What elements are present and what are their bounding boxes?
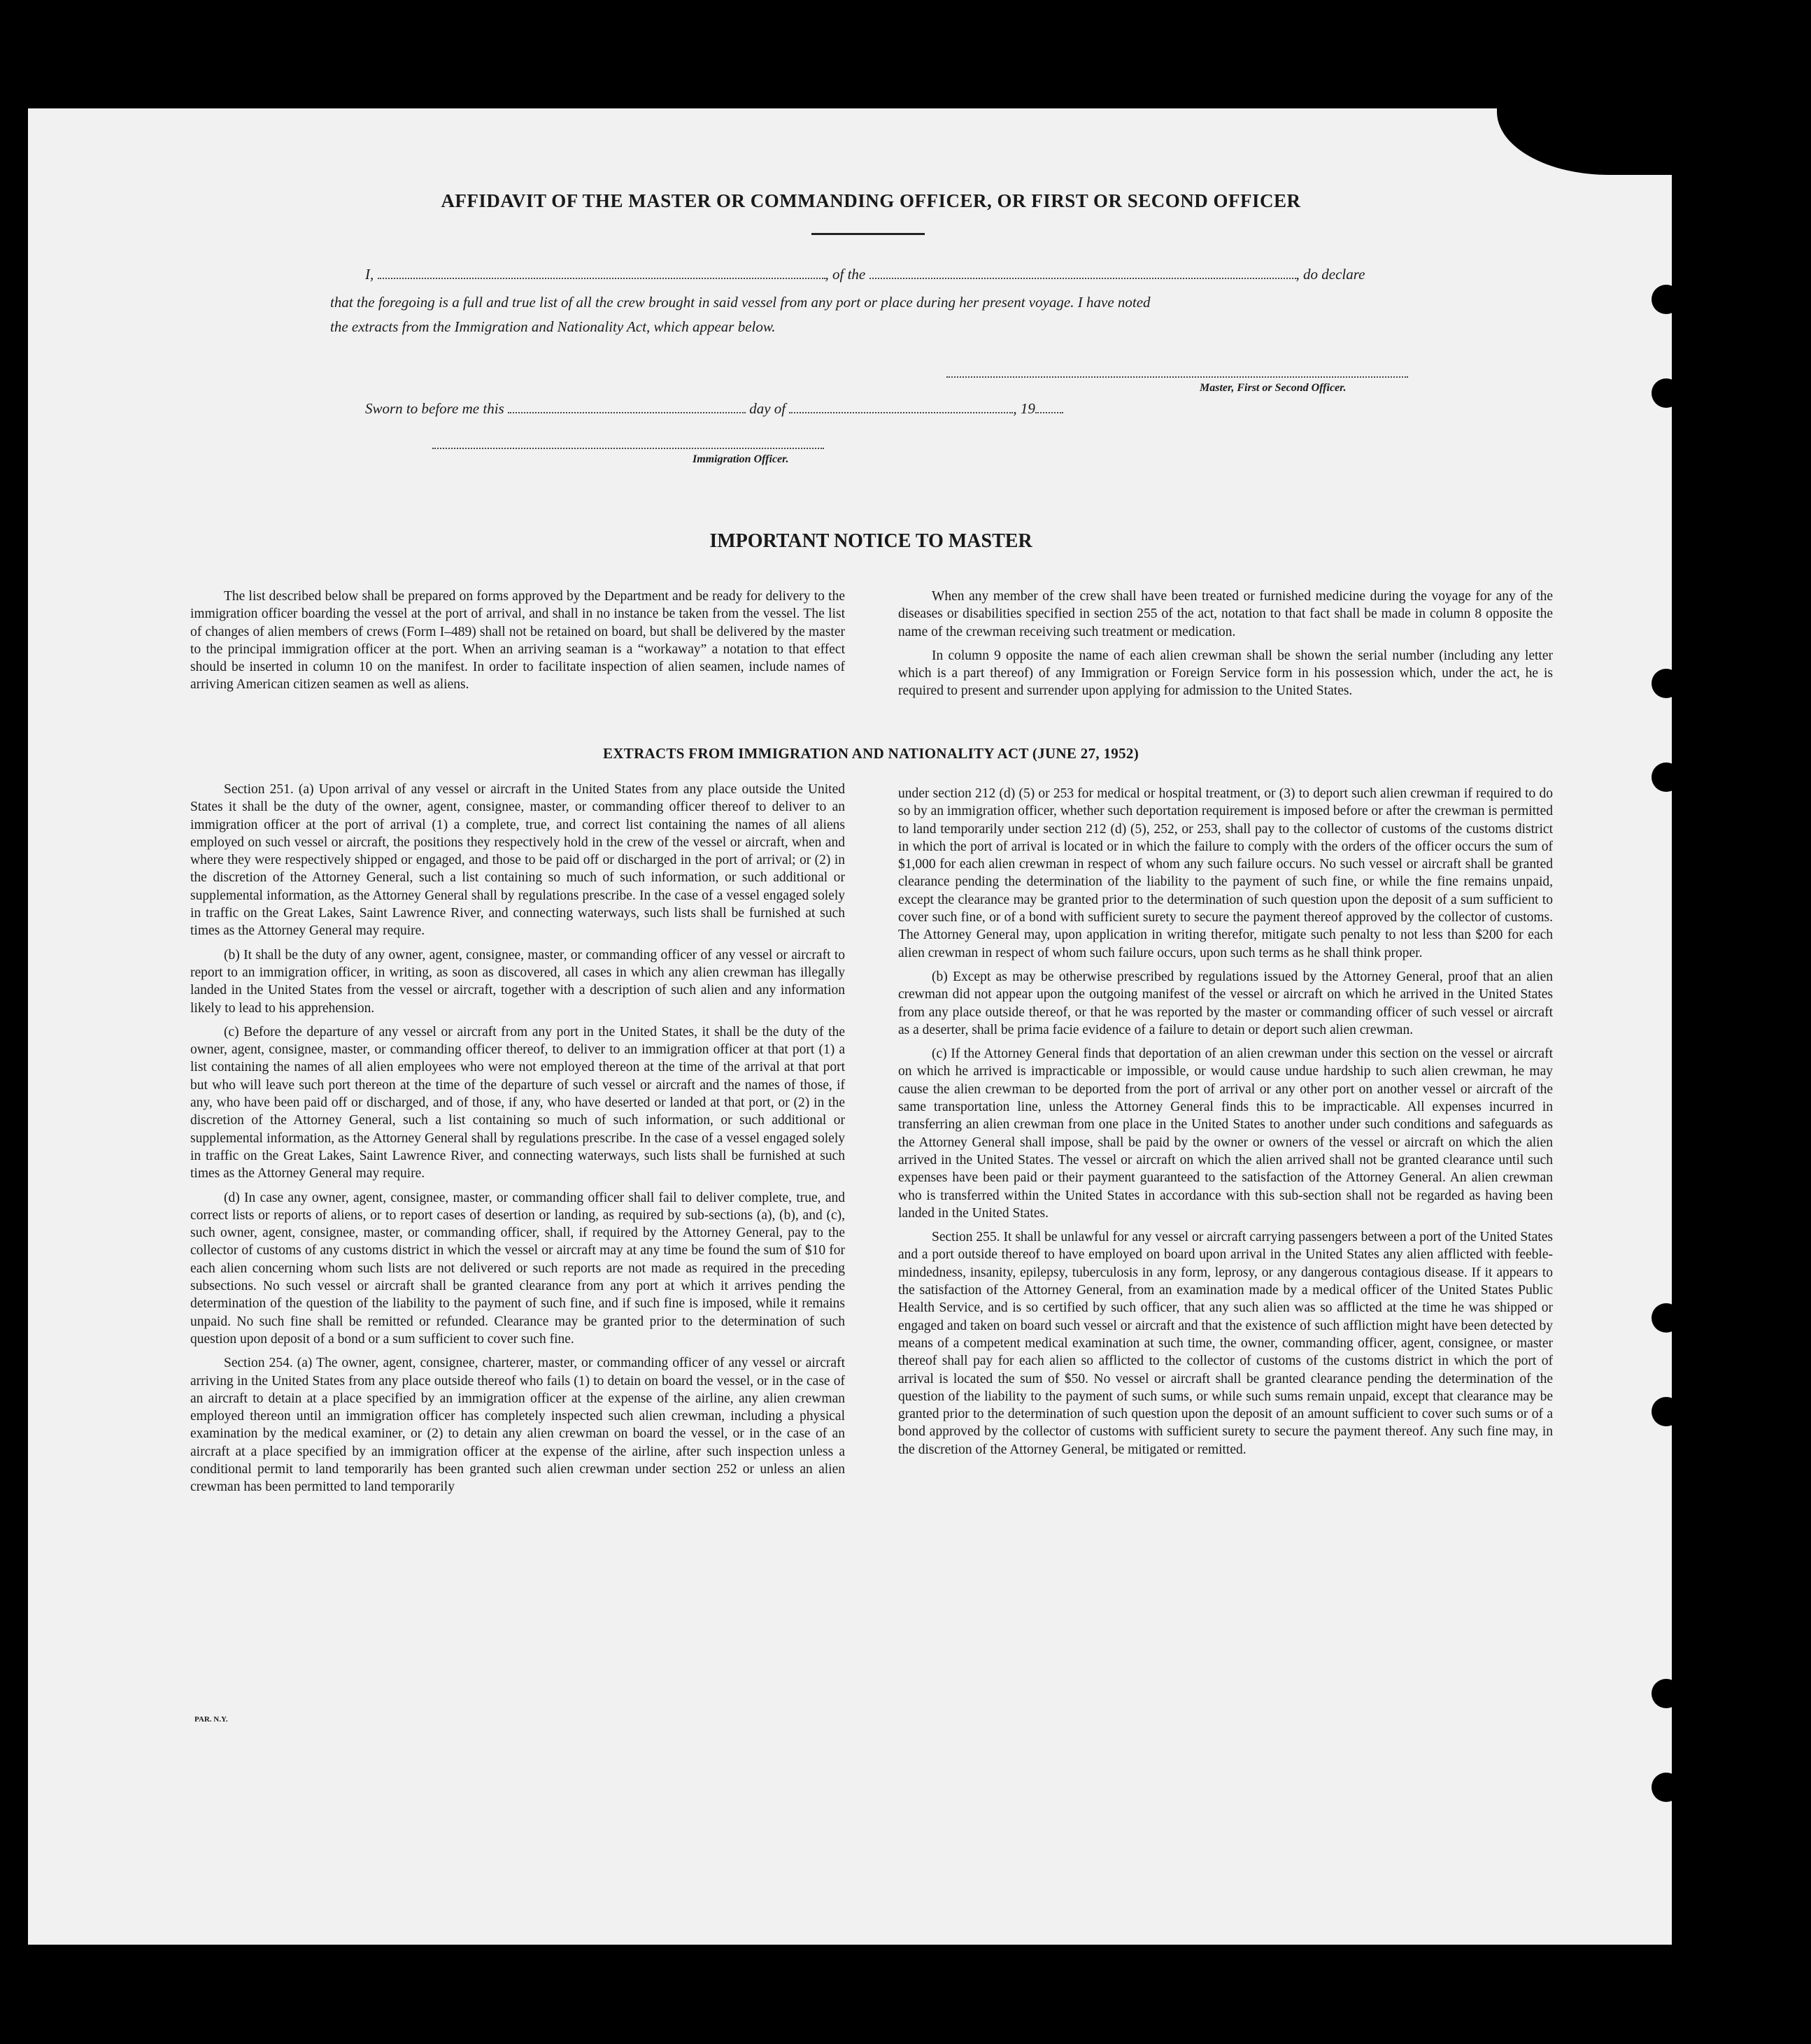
extracts-title: EXTRACTS FROM IMMIGRATION AND NATIONALITY ACT (JUNE 27, 1952) — [603, 745, 1139, 762]
month-field[interactable] — [789, 401, 1013, 413]
section-paragraph: (b) It shall be the duty of any owner, agent, consignee, master, or commanding officer of any vessel or aircraft to report to an immigration officer, in writing, as soon as discovered, all cases in which any alien crewman has illegally landed in the United States from the vessel or aircraft, together with a description of such alien and any information likely to lead to his apprehension. — [190, 947, 845, 1016]
i-label: I, — [365, 266, 374, 283]
notice-title: IMPORTANT NOTICE TO MASTER — [709, 530, 1032, 552]
punch-hole — [1652, 1397, 1681, 1426]
declaration-line — [330, 266, 1411, 283]
notice-paragraph: The list described below shall be prepared on forms approved by the Department and be ready for delivery to the immigration officer boarding the vessel at the port of arrival, and shall in no instance be taken from the vessel. The list of changes of alien members of crews (Form I–489) shall not be retained on board, but shall be delivered by the master to the principal immigration officer at the port. When an arriving seaman is a “workaway” a notation to that effect should be inserted in column 10 on the manifest. In order to facilitate inspection of alien seamen, include names of arriving American citizen seamen as well as aliens. — [190, 589, 845, 693]
punch-hole — [1652, 762, 1681, 792]
punch-hole — [1652, 1679, 1681, 1708]
notice-paragraph: In column 9 opposite the name of each alien crewman shall be shown the serial number (including any letter which is a part thereof) of any Immigration or Foreign Service form in his possession which, under the act, he is required to present and surrender upon applying for admission to the United States. — [898, 648, 1553, 699]
punch-hole — [1652, 378, 1681, 408]
declaration-statement-line2: the extracts from the Immigration and Nationality Act, which appear below. — [330, 318, 776, 335]
printer-mark: PAR. N.Y. — [194, 1715, 228, 1724]
section-paragraph: Section 251. (a) Upon arrival of any vessel or aircraft in the United States from any place outside the United States it shall be the duty of the owner, agent, consignee, master, or commanding officer thereof to deliver to an immigration officer at the port of arrival (1) a complete, true, and correct list containing the names of all aliens employed on such vessel or aircraft, the positions they respectively hold in the crew of the vessel or aircraft, when and where they were respectively shipped or engaged, and those to be paid off or discharged in the port of arrival; or (2) in the discretion of the Attorney General, such a list containing so much of such information, or such additional or supplemental information, as the Attorney General shall by regulations prescribe. In the case of a vessel engaged solely in traffic on the Great Lakes, Saint Lawrence River, and connecting waterways, such lists shall be furnished at such times as the Attorney General may require. — [190, 782, 845, 939]
notice-left-column — [190, 588, 845, 700]
master-signature-label: Master, First or Second Officer. — [1200, 382, 1347, 394]
of-the-label: , of the — [825, 266, 866, 283]
immigration-officer-label: Immigration Officer. — [693, 453, 789, 465]
notice-paragraph: When any member of the crew shall have been treated or furnished medicine during the voyage for any of the diseases or disabilities specified in section 255 of the act, notation to that fact shall be made in column 8 opposite the name of the crewman receiving such treatment or medication. — [898, 589, 1553, 639]
year-label: , 19 — [1013, 400, 1035, 417]
punch-hole — [1652, 669, 1681, 698]
section-paragraph: Section 254. (a) The owner, agent, consignee, charterer, master, or commanding officer of any vessel or aircraft arriving in the United States from any place outside thereof who fails (1) to detain on board the vessel, or in the case of an aircraft to detain at a place specified by an immigration officer at the expense of the airline, any alien crewman employed thereon until an immigration officer has completely inspected such alien crewman, including a physical examination by the medical examiner, or (2) to detain any alien crewman on board the vessel, or in the case of an aircraft at a place specified by an immigration officer at the expense of the airline, after such inspection unless a conditional permit to land temporarily has been granted such alien crewman under section 252 or unless an alien crewman has been permitted to land temporarily — [190, 1356, 845, 1495]
section-paragraph: (c) Before the departure of any vessel or aircraft from any port in the United States, it shall be the duty of the owner, agent, consignee, master, or commanding officer thereof, to deliver to an immigration officer at that port (1) a list containing the names of all alien employees who were not employed thereon at the time of the arrival at that port but who will leave such port thereon at the time of the departure of such vessel or aircraft and the names of those, if any, who have been paid off or discharged, and of those, if any, who have deserted or landed at that port, or (2) in the discretion of the Attorney General, such a list containing so much of such information, or such additional or supplemental information, as the Attorney General shall by regulations prescribe. In the case of a vessel engaged solely in traffic on the Great Lakes, Saint Lawrence River, and connecting waterways, such lists shall be furnished at such times as the Attorney General may require. — [190, 1024, 845, 1181]
title-rule — [811, 233, 925, 235]
section-paragraph: under section 212 (d) (5) or 253 for medical or hospital treatment, or (3) to deport such alien crewman if required to do so by an immigration officer, whether such deportation requirement is imposed before or after the crewman is permitted to land temporarily under section 212 (d) (5), 252, or 253, shall pay to the collector of customs of the customs district in which the port of arrival is located or in which the failure to comply with the orders of the officer occurs the sum of $1,000 for each alien crewman in respect of whom any such failure occurs. No such vessel or aircraft shall be granted clearance pending the determination of the liability to the payment of such fine, or while the fine remains unpaid, except the clearance may be granted prior to the determination of such question upon the deposit of a sum sufficient to cover such fine, or of a bond with sufficient surety to secure the payment thereof approved by the collector of customs. The Attorney General may, upon application in writing therefor, mitigate such penalty to not less than $200 for each alien crewman in respect of whom such failure occurs, upon such terms as he shall think proper. — [898, 786, 1553, 960]
name-field[interactable] — [378, 267, 825, 279]
notice-right-column — [898, 588, 1553, 707]
section-paragraph: (c) If the Attorney General finds that deportation of an alien crewman under this section on the vessel or aircraft on which he arrived is impracticable or impossible, or would cause undue hardship to such alien crewman, he may cause the alien crewman to be deported from the port of arrival or any other port on another vessel or aircraft of the same transportation line, unless the Attorney General finds this to be impracticable. All expenses incurred in transferring an alien crewman from one place in the United States to another under such conditions and safeguards as the Attorney General shall impose, shall be paid by the owner or owners of the vessel or aircraft on which the alien arrived in the United States. The vessel or aircraft on which the alien arrived shall not be granted clearance until such expenses have been paid or their payment guaranteed to the satisfaction of the Attorney General. An alien crewman who is transferred within the United States in accordance with this sub-section shall not be regarded as having been landed in the United States. — [898, 1046, 1553, 1221]
master-signature-line[interactable] — [946, 376, 1408, 378]
declaration-statement-line1: that the foregoing is a full and true list of all the crew brought in said vessel from any port or place during her present voyage. I have noted — [330, 294, 1151, 311]
affidavit-title: AFFIDAVIT OF THE MASTER OR COMMANDING OFFICER, OR FIRST OR SECOND OFFICER — [441, 190, 1301, 211]
year-field[interactable] — [1035, 401, 1063, 413]
section-paragraph: (d) In case any owner, agent, consignee, master, or commanding officer shall fail to deliver complete, true, and correct lists or reports of aliens, or to report cases of desertion or landing, as required by sub-sections (a), (b), and (c), such owner, agent, consignee, master, or commanding officer, shall, if required by the Attorney General, pay to the collector of customs of any customs district in which the vessel or aircraft may at any time be found the sum of $10 for each alien concerning whom such lists are not delivered or such reports are not made as required in the preceding subsections. No such vessel or aircraft shall be granted clearance from any port at which it arrives pending the determination of the question of the liability to the payment of such fine, and if such fine is imposed, while it remains unpaid. No such fine shall be remitted or refunded. Clearance may be granted prior to the determination of such question upon deposit of a bond or a sum sufficient to cover such fine. — [190, 1190, 845, 1347]
sworn-line — [365, 400, 1205, 418]
extracts-right-column — [898, 785, 1553, 1465]
section-paragraph: (b) Except as may be otherwise prescribed by regulations issued by the Attorney General, proof that an alien crewman did not appear upon the outgoing manifest of the vessel or aircraft on which he arrived in the United States from any place outside thereof, or that he was reported by the master or commanding officer of such vessel or aircraft as a deserter, shall be prima facie evidence of a failure to detain or deport such alien crewman. — [898, 969, 1553, 1037]
officer-signature-line[interactable] — [432, 448, 824, 449]
do-declare-label: , do declare — [1295, 266, 1365, 283]
day-of-label: day of — [749, 400, 786, 417]
extracts-left-column — [190, 781, 845, 1503]
punch-hole — [1652, 1773, 1681, 1802]
vessel-field[interactable] — [869, 267, 1296, 279]
day-field[interactable] — [508, 401, 746, 413]
punch-hole — [1652, 285, 1681, 314]
punch-hole — [1652, 1303, 1681, 1333]
section-paragraph: Section 255. It shall be unlawful for any vessel or aircraft carrying passengers between a port of the United States and a port outside thereof to have employed on board upon arrival in the United States any alien afflicted with feeble-mindedness, insanity, epilepsy, tuberculosis in any form, leprosy, or any dangerous contagious disease. If it appears to the satisfaction of the Attorney General, from an examination made by a medical officer of the United States Public Health Service, and is so certified by such officer, that any such alien was so afflicted at the time he was shipped or engaged and taken on board such vessel or aircraft and that the existence of such affliction might have been detected by means of a competent medical examination at such time, the owner, commanding officer, agent, consignee, or master thereof shall pay for each alien so afflicted to the collector of customs of the customs district in which the port of arrival is located the sum of $50. No vessel or aircraft shall be granted clearance pending the determination of the question of the liability to the payment of such sums, or while such sums remain unpaid, except that clearance may be granted prior to the determination of such question upon the deposit of an amount sufficient to cover such sums or of a bond approved by the collector of customs with sufficient surety to secure the payment thereof. Any such fine may, in the discretion of the Attorney General, be mitigated or remitted. — [898, 1230, 1553, 1457]
sworn-label: Sworn to before me this — [365, 400, 504, 417]
